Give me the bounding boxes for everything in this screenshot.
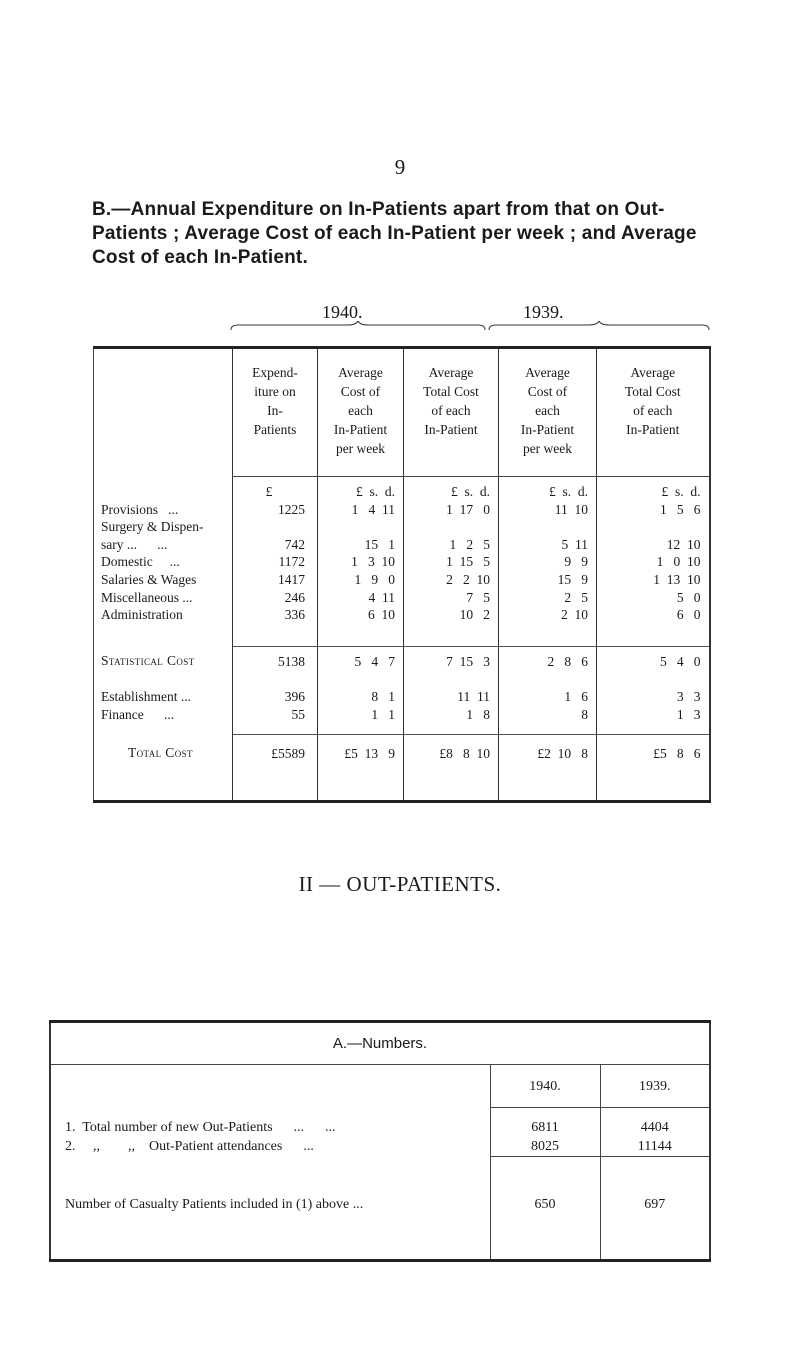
unit-lsd: £ s. d. [318,477,404,501]
total-cost-row [94,734,710,802]
unit-lsd: £ s. d. [499,477,597,501]
cell-expenditure: 336 [233,606,318,624]
cell-cost-1939: 2 10 [499,606,597,624]
cell-total-1939: 1 0 10 [597,553,710,571]
cell-cost-1939: 9 9 [499,553,597,571]
cell-total-1940: 11 11 [404,680,499,706]
header-avg-cost-week-1940: Average Cost of each In-Patient per week [318,348,404,477]
brace-1939 [488,321,710,331]
cell-total-1940: 2 2 10 [404,571,499,589]
unit-lsd: £ s. d. [404,477,499,501]
casualty-row [50,1157,710,1261]
section-ii-heading: II — OUT-PATIENTS. [298,872,502,896]
cell-total-1939: 3 3 [597,680,710,706]
brace-1940 [230,321,486,331]
row-label: Statistical Cost [101,653,195,669]
year-1939-label: 1939. [523,302,564,322]
cell-total-1939: 1 5 6 [597,501,710,519]
caption-row [50,1022,710,1065]
table-row [94,606,710,624]
units-row [94,477,710,501]
cell-total-1939: £5 8 6 [597,734,710,802]
spacer-row [94,624,710,647]
numbers-caption: A.—Numbers. [50,1022,710,1065]
header-avg-cost-week-1939: Average Cost of each In-Patient per week [499,348,597,477]
cell-cost-1940: 15 1 [318,518,404,553]
cell-cost-1940: 1 1 [318,706,404,734]
cell-cost-1940: 1 4 11 [318,501,404,519]
table-row [50,1137,710,1157]
header-expenditure: Expend- iture on In- Patients [233,348,318,477]
cell-total-1939: 5 4 0 [597,646,710,680]
year-1940-header: 1940. [490,1065,600,1108]
cell-cost-1940: £5 13 9 [318,734,404,802]
row-label: Total Cost [128,745,193,761]
cell-cost-1939: 2 8 6 [499,646,597,680]
cell-expenditure: 55 [233,706,318,734]
cell-total-1940: 10 2 [404,606,499,624]
cell-expenditure: 396 [233,680,318,706]
cell-cost-1940: 5 4 7 [318,646,404,680]
cell-cost-1940: 8 1 [318,680,404,706]
cell-total-1940: 1 8 [404,706,499,734]
cell-total-1939: 1 13 10 [597,571,710,589]
table-row [94,553,710,571]
row-label: Miscellaneous ... [101,589,193,605]
table-row [94,680,710,706]
cell-total-1940: 1 17 0 [404,501,499,519]
year-1940-label: 1940. [322,302,363,322]
cell-cost-1940: 1 3 10 [318,553,404,571]
cell-cost-1939: 2 5 [499,589,597,607]
cell-cost-1939: £2 10 8 [499,734,597,802]
page-number: 9 [394,155,406,179]
cell-expenditure: 246 [233,589,318,607]
cell-cost-1939: 8 [499,706,597,734]
cell-1939: 11144 [600,1137,710,1157]
cell-cost-1939: 15 9 [499,571,597,589]
cell-expenditure: 1172 [233,553,318,571]
cell-expenditure: 1225 [233,501,318,519]
table-row [94,518,710,553]
cell-1939: 4404 [600,1108,710,1138]
cell-cost-1939: 11 10 [499,501,597,519]
numbers-table [49,1020,711,1262]
cell-1940: 650 [490,1157,600,1261]
row-label: Provisions ... [101,501,179,517]
row-label: Number of Casualty Patients included in (1) above ... [65,1196,364,1212]
row-label: Domestic ... [101,554,180,570]
cell-total-1940: 1 2 5 [404,518,499,553]
table-row [94,589,710,607]
unit-pounds: £ [233,477,318,501]
row-label: 1. Total number of new Out-Patients ... ... [65,1119,336,1135]
expenditure-table [93,346,711,803]
cell-expenditure: 5138 [233,646,318,680]
row-label: Salaries & Wages [101,571,197,587]
year-1939-header: 1939. [600,1065,710,1108]
table-row [94,501,710,519]
cell-total-1940: 7 5 [404,589,499,607]
unit-lsd: £ s. d. [597,477,710,501]
cell-1940: 6811 [490,1108,600,1138]
statistical-cost-row [94,646,710,680]
header-avg-total-1939: Average Total Cost of each In-Patient [597,348,710,477]
cell-total-1939: 1 3 [597,706,710,734]
header-row [94,348,710,477]
cell-cost-1940: 6 10 [318,606,404,624]
row-label: Surgery & Dispen- sary ... ... [101,519,204,552]
cell-total-1940: £8 8 10 [404,734,499,802]
cell-total-1940: 7 15 3 [404,646,499,680]
cell-cost-1940: 4 11 [318,589,404,607]
cell-total-1939: 6 0 [597,606,710,624]
cell-expenditure: 1417 [233,571,318,589]
table-row [94,706,710,734]
cell-1940: 8025 [490,1137,600,1157]
cell-1939: 697 [600,1157,710,1261]
cell-expenditure: £5589 [233,734,318,802]
cell-total-1939: 5 0 [597,589,710,607]
row-label: Finance ... [101,706,175,722]
cell-cost-1939: 1 6 [499,680,597,706]
row-label: Establishment ... [101,689,191,705]
row-label: 2. ,, ,, Out-Patient attendances ... [65,1139,314,1154]
cell-expenditure: 742 [233,518,318,553]
table-row [50,1108,710,1138]
table-row [94,571,710,589]
header-blank [94,348,233,477]
cell-cost-1940: 1 9 0 [318,571,404,589]
cell-total-1939: 12 10 [597,518,710,553]
row-label: Administration [101,607,183,623]
section-b-title: B.—Annual Expenditure on In-Patients apart from that on Out-Patients ; Average Cost of each In-Patient per week ; and Average Cost of each In-Patient. [92,199,697,268]
cell-total-1940: 1 15 5 [404,553,499,571]
year-header-row [50,1065,710,1108]
cell-cost-1939: 5 11 [499,518,597,553]
header-avg-total-1940: Average Total Cost of each In-Patient [404,348,499,477]
